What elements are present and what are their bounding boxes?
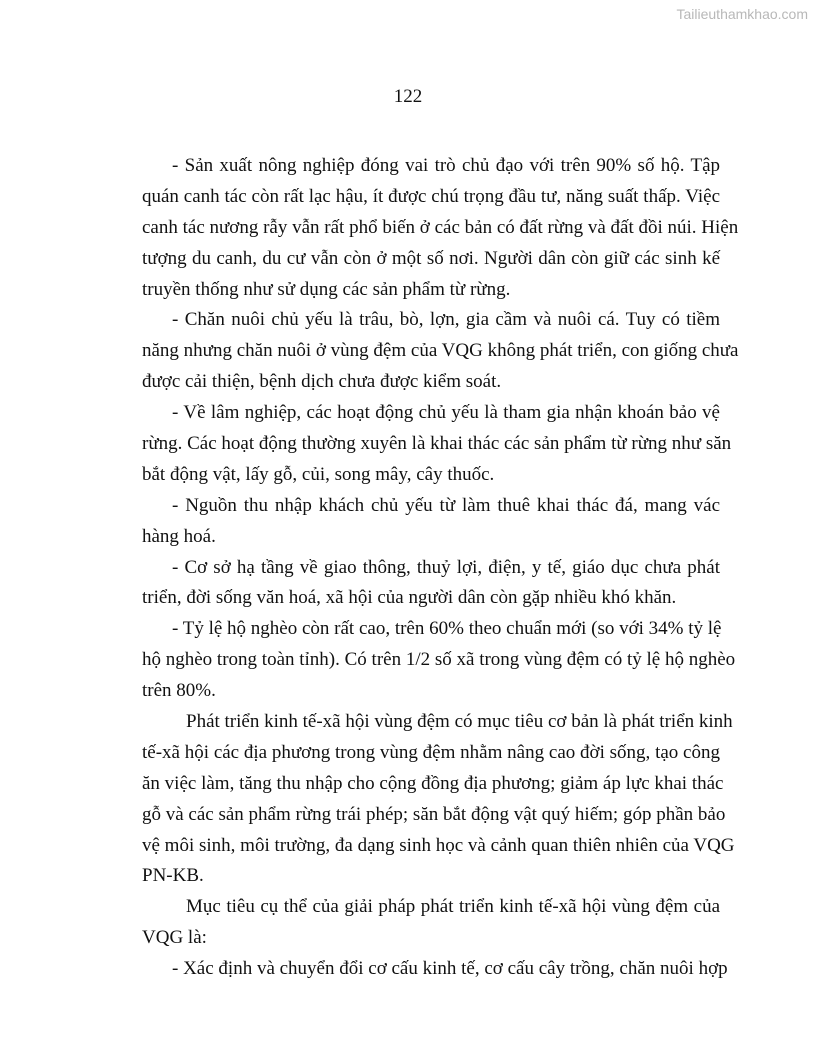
paragraph xyxy=(142,151,739,305)
paragraph xyxy=(142,707,735,892)
text-line: năng nhưng chăn nuôi ở vùng đệm của VQG không phát triển, con giống chưa xyxy=(142,340,739,362)
text-line: VQG là: xyxy=(142,927,207,949)
text-line: - Tỷ lệ hộ nghèo còn rất cao, trên 60% theo chuẩn mới (so với 34% tỷ lệ xyxy=(172,618,722,640)
watermark: Tailieuthamkhao.com xyxy=(676,6,808,22)
text-line: tượng du canh, du cư vẫn còn ở một số nơi. Người dân còn giữ các sinh kế xyxy=(142,247,720,269)
text-line: truyền thống như sử dụng các sản phẩm từ rừng. xyxy=(142,278,511,300)
paragraph xyxy=(142,892,720,954)
text-line: tế-xã hội các địa phương trong vùng đệm nhằm nâng cao đời sống, tạo công xyxy=(142,741,720,763)
paragraph xyxy=(142,398,732,491)
text-line: Phát triển kinh tế-xã hội vùng đệm có mục tiêu cơ bản là phát triển kinh xyxy=(186,711,733,733)
text-line: bắt động vật, lấy gỗ, củi, song mây, cây thuốc. xyxy=(142,463,495,485)
text-line: Mục tiêu cụ thể của giải pháp phát triển kinh tế-xã hội vùng đệm của xyxy=(186,896,720,918)
text-line: - Nguồn thu nhập khách chủ yếu từ làm thuê khai thác đá, mang vác xyxy=(172,494,720,516)
document-body xyxy=(142,151,739,985)
text-line: - Về lâm nghiệp, các hoạt động chủ yếu là tham gia nhận khoán bảo vệ xyxy=(172,402,720,424)
text-line: được cải thiện, bệnh dịch chưa được kiểm soát. xyxy=(142,371,502,393)
paragraph xyxy=(142,553,720,615)
text-line: canh tác nương rẫy vẫn rất phổ biến ở các bản có đất rừng và đất đồi núi. Hiện xyxy=(142,216,739,238)
page-number: 122 xyxy=(393,86,423,107)
text-line: PN-KB. xyxy=(142,865,204,887)
text-line: trên 80%. xyxy=(142,680,216,702)
text-line: gỗ và các sản phẩm rừng trái phép; săn bắt động vật quý hiếm; góp phần bảo xyxy=(142,803,726,825)
text-line: - Sản xuất nông nghiệp đóng vai trò chủ đạo với trên 90% số hộ. Tập xyxy=(172,155,720,176)
text-line: quán canh tác còn rất lạc hậu, ít được chú trọng đầu tư, năng suất thấp. Việc xyxy=(142,185,720,207)
paragraph xyxy=(142,954,728,985)
text-line: hàng hoá. xyxy=(142,525,216,547)
paragraph xyxy=(142,305,739,398)
text-line: rừng. Các hoạt động thường xuyên là khai thác các sản phẩm từ rừng như săn xyxy=(142,433,732,455)
paragraph xyxy=(142,614,736,707)
text-line: hộ nghèo trong toàn tỉnh). Có trên 1/2 số xã trong vùng đệm có tỷ lệ hộ nghèo xyxy=(142,649,736,671)
text-line: - Cơ sở hạ tầng về giao thông, thuỷ lợi, điện, y tế, giáo dục chưa phát xyxy=(172,556,720,578)
text-line: triển, đời sống văn hoá, xã hội của người dân còn gặp nhiều khó khăn. xyxy=(142,587,677,609)
text-line: - Chăn nuôi chủ yếu là trâu, bò, lợn, gia cầm và nuôi cá. Tuy có tiềm xyxy=(172,309,720,331)
text-line: ăn việc làm, tăng thu nhập cho cộng đồng địa phương; giảm áp lực khai thác xyxy=(142,772,724,794)
paragraph xyxy=(142,491,720,553)
text-line: - Xác định và chuyển đổi cơ cấu kinh tế, cơ cấu cây trồng, chăn nuôi hợp xyxy=(172,958,728,980)
text-line: vệ môi sinh, môi trường, đa dạng sinh học và cảnh quan thiên nhiên của VQG xyxy=(142,834,735,856)
